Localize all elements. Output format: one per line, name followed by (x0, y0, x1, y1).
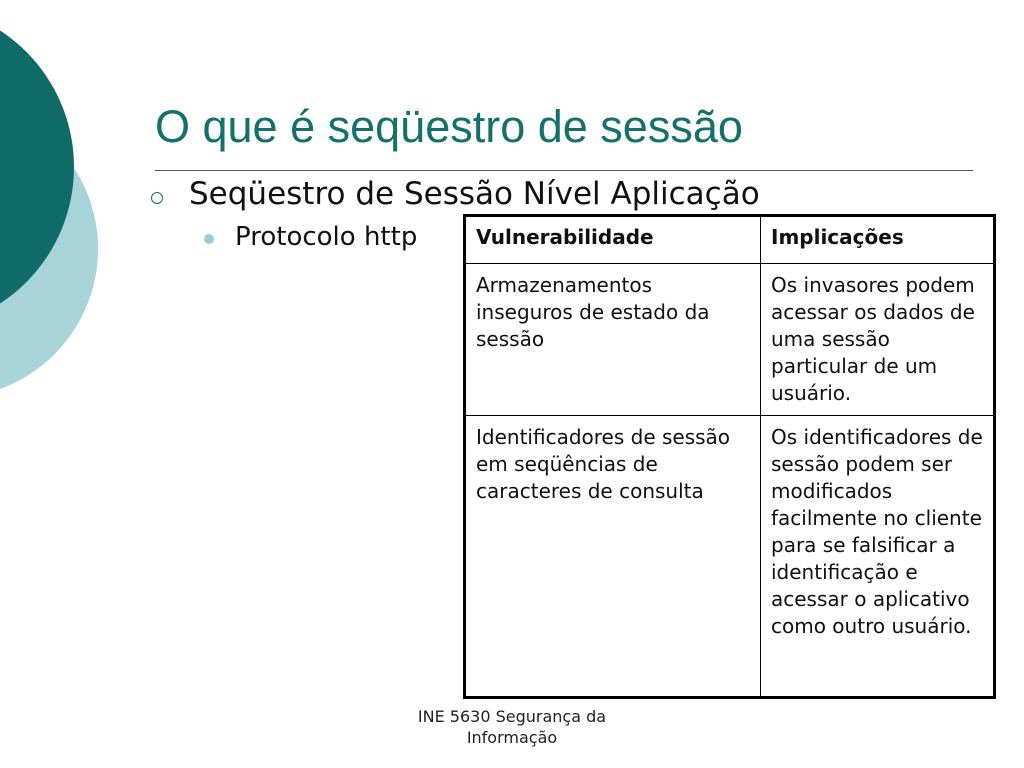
header-vulnerabilidade: Vulnerabilidade (465, 216, 761, 264)
table-cell: Os identificadores de sessão podem ser modificados facilmente no cliente para se falsificar a identificação e acessar o aplicativo como outro usuário. (761, 416, 995, 698)
title-divider (155, 170, 973, 171)
slide-title: O que é seqüestro de sessão (155, 101, 743, 152)
footer-line-1: INE 5630 Segurança da (417, 707, 607, 726)
bullet-level2 (204, 222, 417, 253)
footer-line-2: Informação (466, 728, 558, 747)
table-cell: Armazenamentos inseguros de estado da sessão (465, 264, 761, 416)
table-cell: Identificadores de sessão em seqüências de caracteres de consulta (465, 416, 761, 698)
table-cell: Os invasores podem acessar os dados de uma sessão particular de um usuário. (761, 264, 995, 416)
bullet-level1 (151, 176, 760, 213)
table-row (465, 416, 995, 698)
vulnerability-table (463, 214, 996, 699)
table-header-row (465, 216, 995, 264)
ring-bullet-icon (151, 192, 163, 204)
bullet-level2-text: Protocolo http (235, 222, 418, 252)
slide-footer (362, 706, 662, 748)
table-row (465, 264, 995, 416)
header-implicacoes: Implicações (761, 216, 995, 264)
dot-bullet-icon (204, 234, 214, 244)
bullet-level1-text: Seqüestro de Sessão Nível Aplicação (189, 176, 760, 212)
